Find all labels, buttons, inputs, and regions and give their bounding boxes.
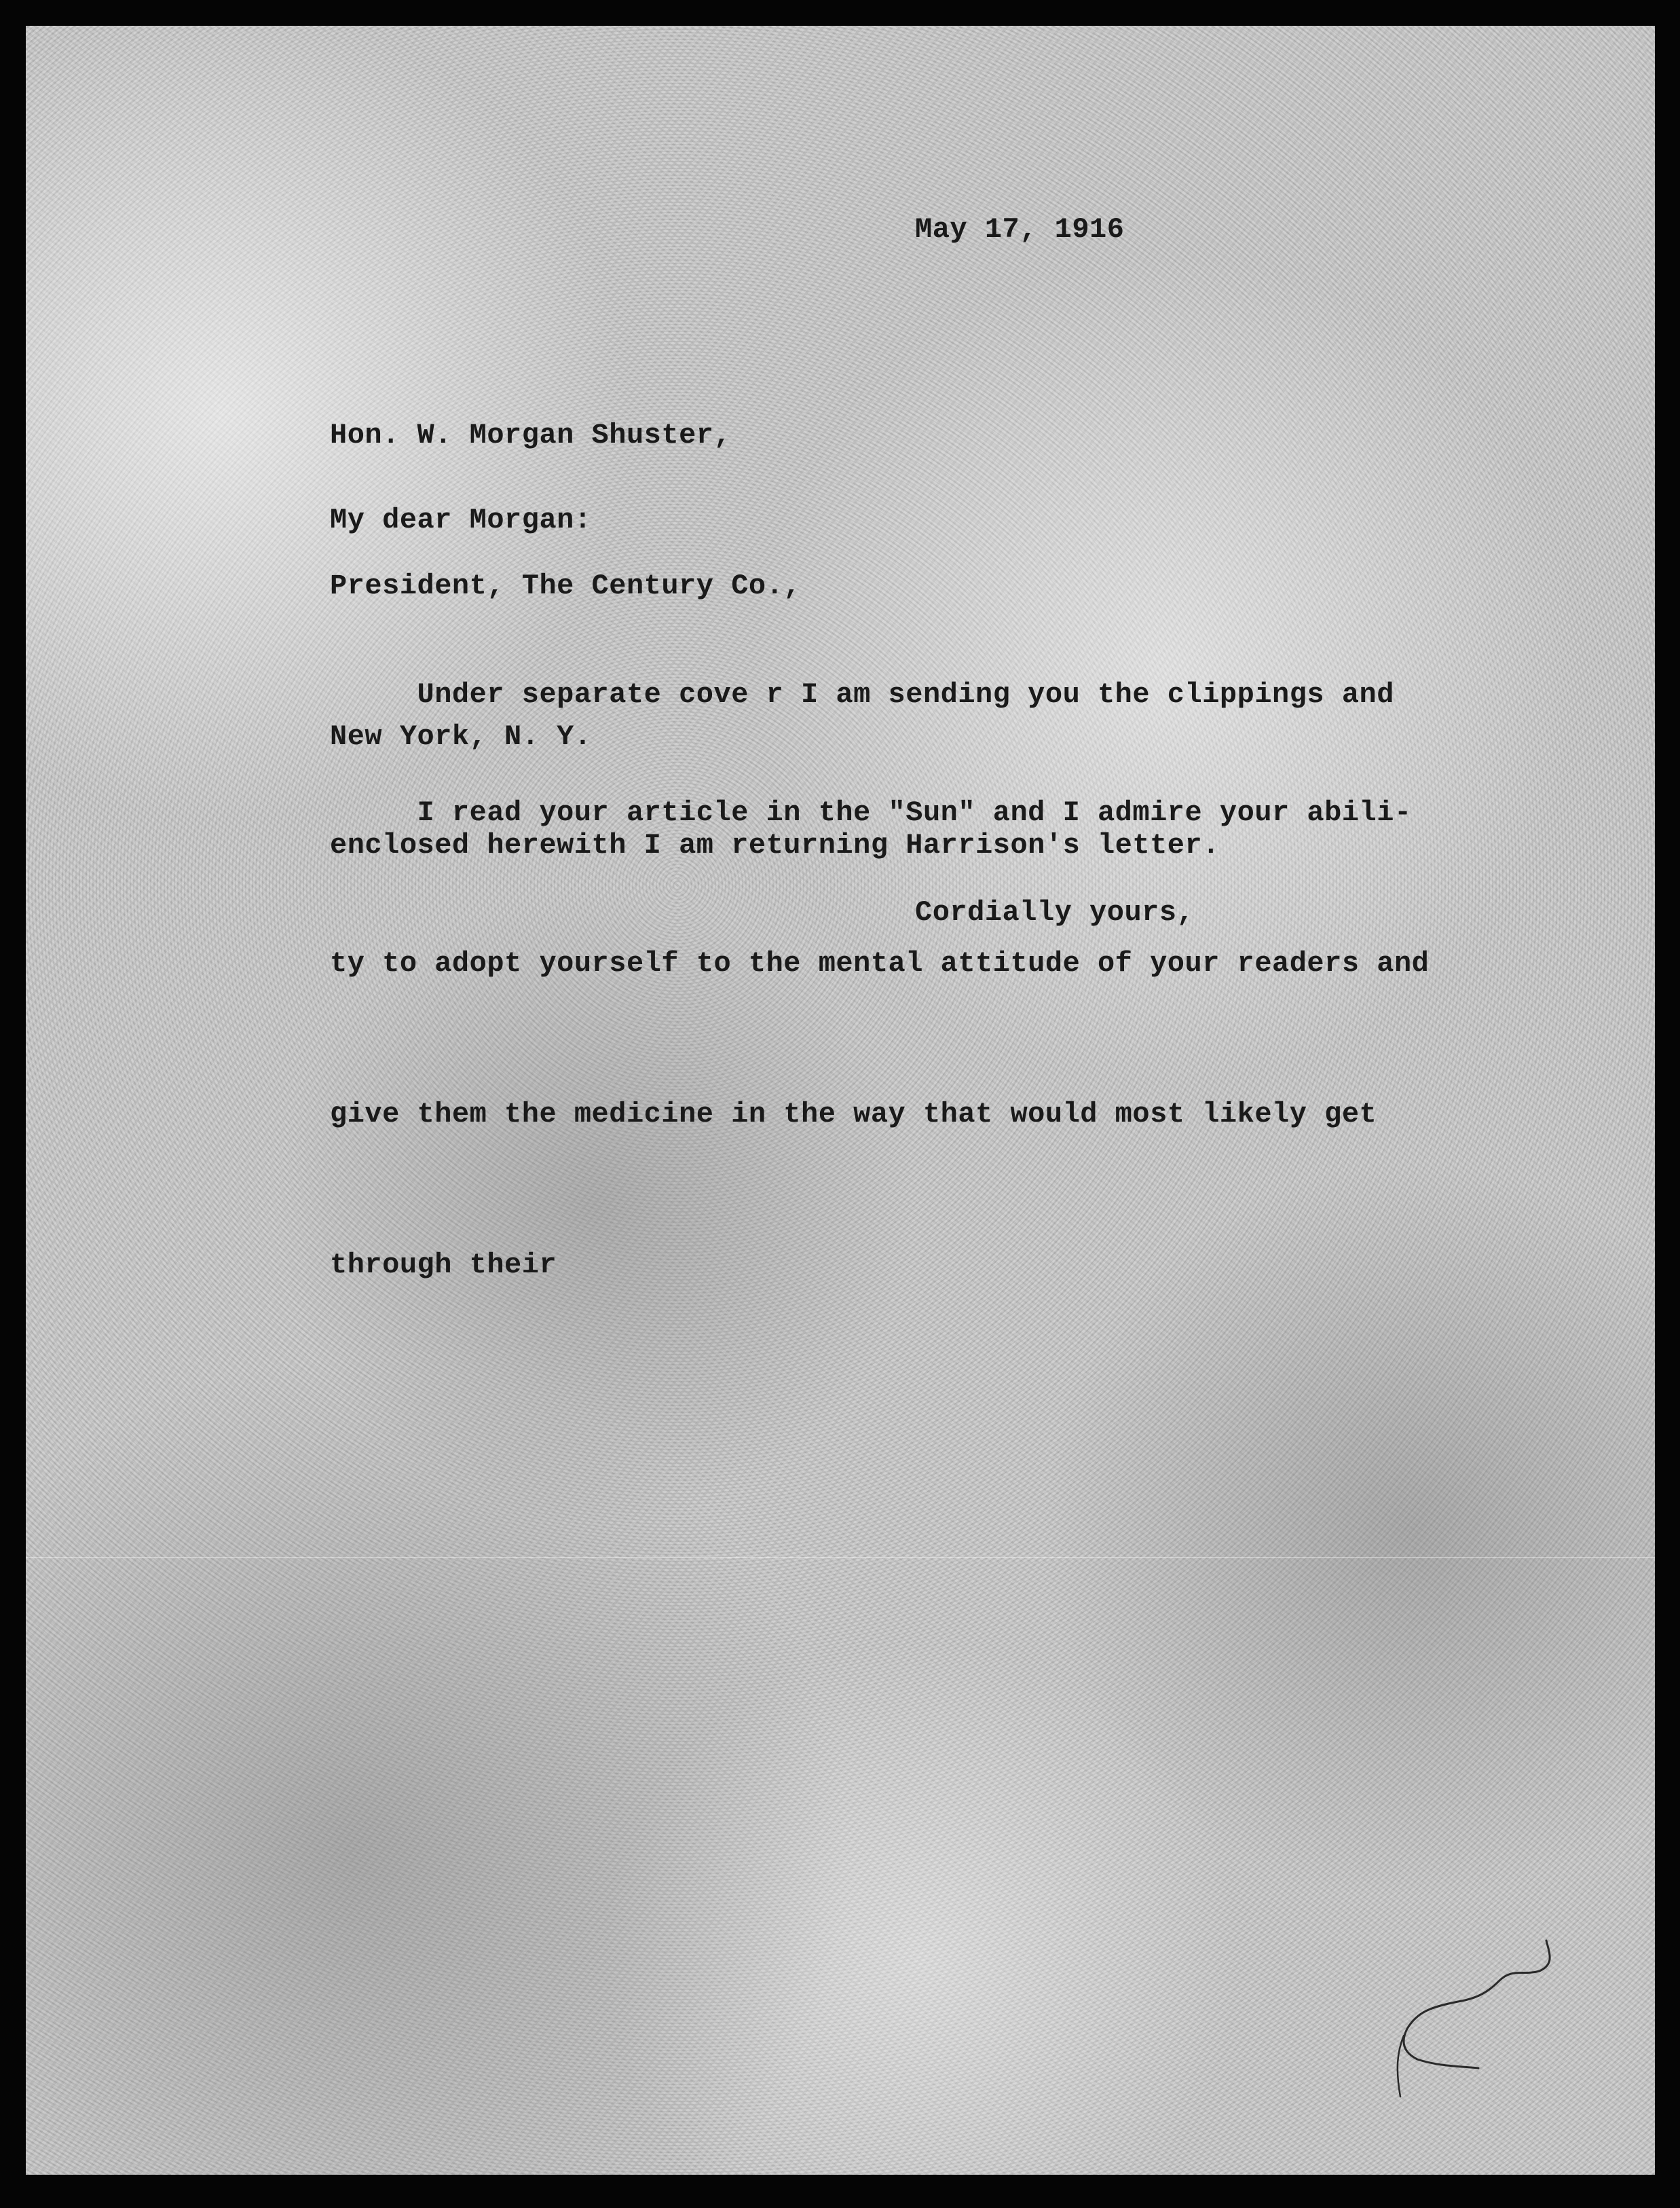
recipient-title: President, The Century Co., [330, 570, 802, 602]
paragraph-line: I read your article in the "Sun" and I admire your abili- [330, 796, 1412, 829]
paragraph-line: enclosed herewith I am returning Harrison's letter. [330, 829, 1220, 862]
paragraph-line: Under separate cove r I am sending you the clippings and [330, 678, 1394, 711]
recipient-city: New York, N. Y. [330, 720, 592, 753]
fold-crease [26, 1557, 1655, 1558]
recipient-name: Hon. W. Morgan Shuster, [330, 419, 732, 452]
letter-page [26, 26, 1655, 2175]
salutation: My dear Morgan: [330, 504, 592, 536]
paragraph-line: give them the medicine in the way that would most likely get [330, 1098, 1377, 1130]
paragraph-line: through their [330, 1249, 557, 1281]
paragraph-line: ty to adopt yourself to the mental attitude of your readers and [330, 947, 1430, 980]
handwritten-mark [1377, 1934, 1580, 2103]
body-paragraph-2 [330, 687, 1429, 1391]
closing: Cordially yours, [915, 896, 1195, 929]
letter-date: May 17, 1916 [915, 213, 1125, 246]
